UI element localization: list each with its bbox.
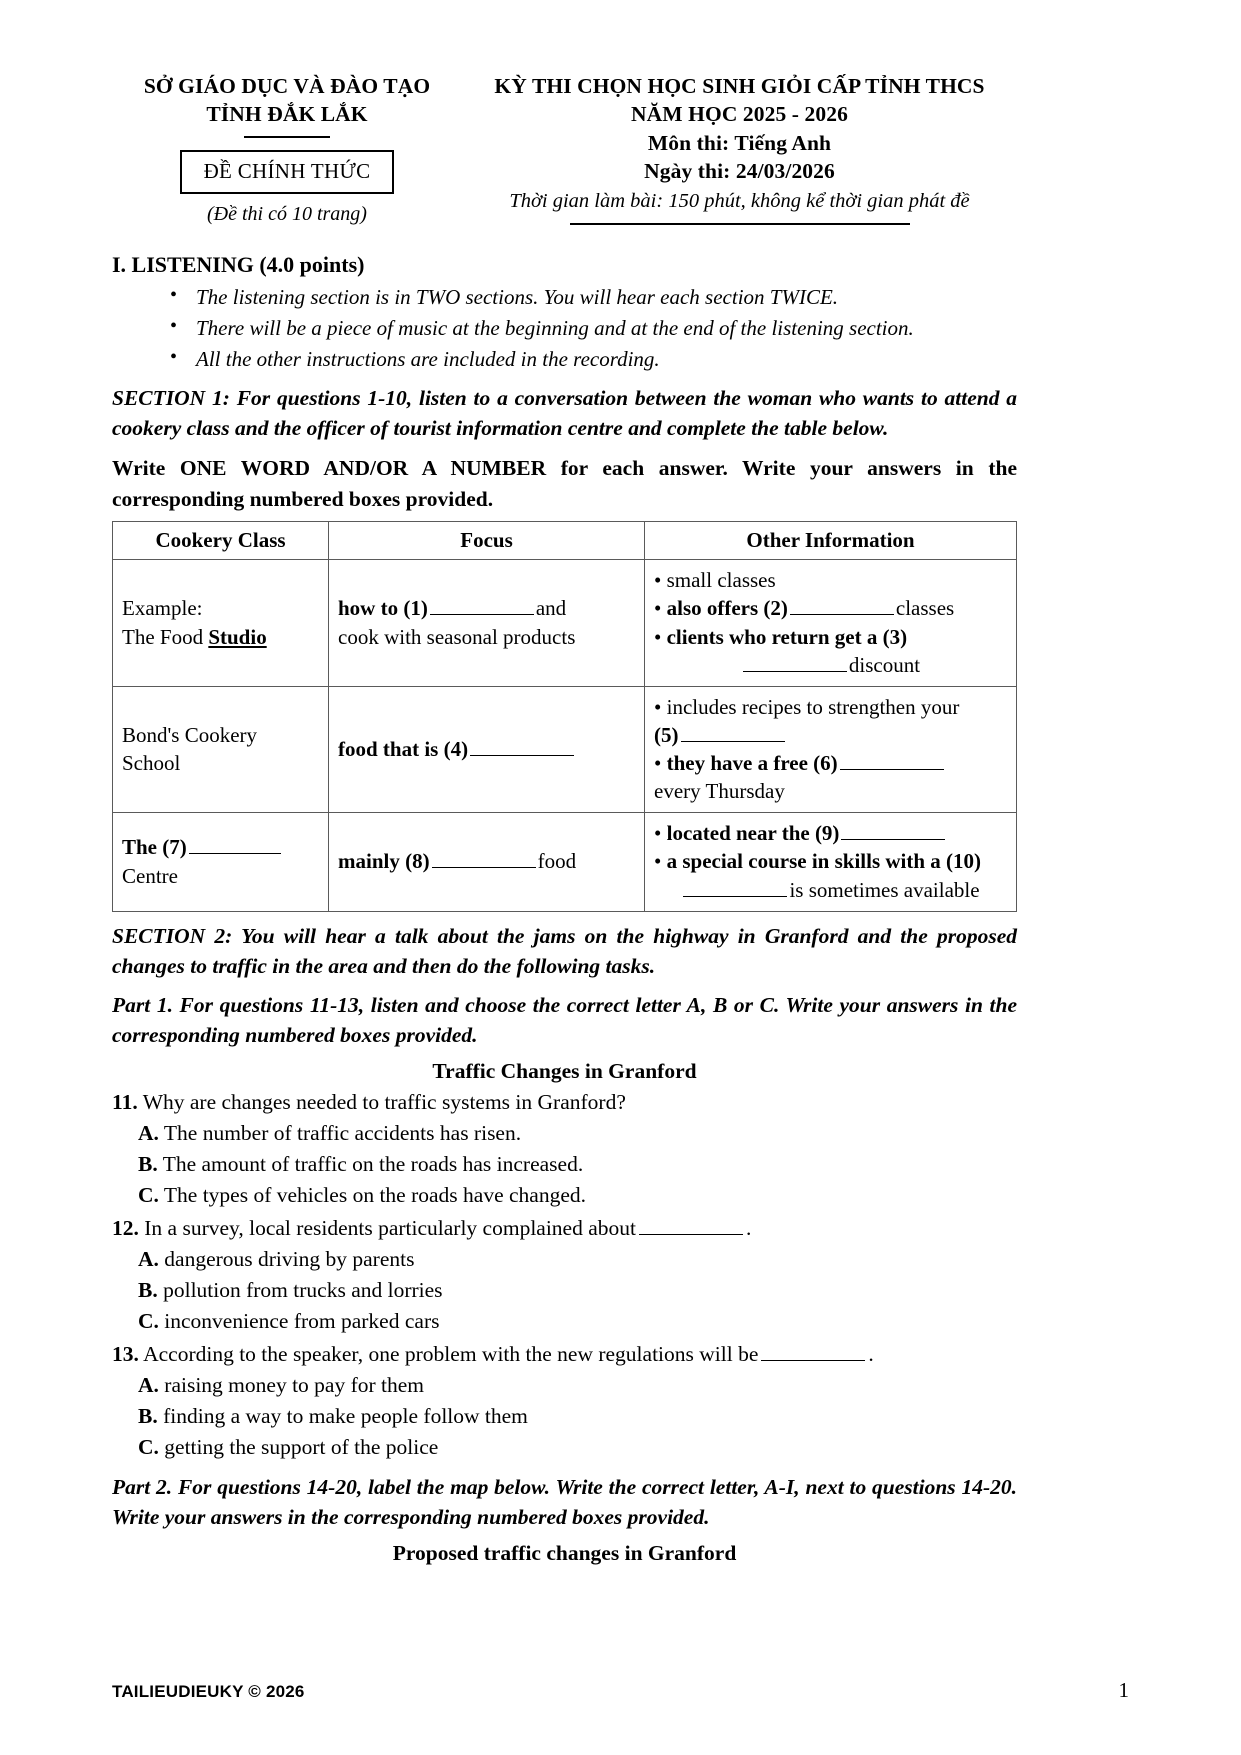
table-cell-class-name [113,560,329,687]
option-letter: B. [138,1151,158,1176]
class-name-prefix: The Food [122,624,209,649]
option-text: getting the support of the police [164,1434,439,1459]
answer-blank-1[interactable] [430,614,534,615]
option-letter: C. [138,1434,159,1459]
info-item [654,749,1007,777]
exam-title-line1: KỲ THI CHỌN HỌC SINH GIỎI CẤP TỈNH THCS [494,74,985,98]
answer-blank-7[interactable] [189,853,281,854]
table-cell-focus [329,686,645,813]
question-12 [112,1213,1017,1244]
info-gap-label: located near the (9) [666,821,840,846]
answer-blank-8[interactable] [432,867,536,868]
info-item [654,819,1007,847]
answer-blank-10[interactable] [683,896,787,897]
focus-suffix: food [537,849,577,874]
question-number: 11. [112,1090,138,1115]
official-exam-badge: ĐỀ CHÍNH THỨC [180,150,395,194]
section1-instruction: SECTION 1: For questions 1-10, listen to a conversation between the woman who wants to attend a cookery class and the officer of tourist information centre and complete the table below. [112,386,1017,441]
table-header-cookery-class: Cookery Class [113,521,329,560]
question-number: 12. [112,1215,139,1240]
department-name-line2: TỈNH ĐẮK LẮK [206,102,368,127]
option-text: finding a way to make people follow them [163,1403,528,1428]
table-cell-focus [329,813,645,911]
part1-instruction: Part 1. For questions 11-13, listen and choose the correct letter A, B or C. Write your answers in the corresponding numbered boxes provided. [112,992,1017,1047]
class-name-line2 [122,623,319,651]
table-header-row [113,521,1017,560]
focus-gap-label: food that is (4) [338,737,469,761]
info-suffix: classes [895,596,955,621]
listening-instruction-item: • There will be a piece of music at the beginning and at the end of the listening section. [170,313,1017,344]
option-letter: A. [138,1246,159,1271]
section2-instruction: SECTION 2: You will hear a talk about the jams on the highway in Granford and the proposed changes to traffic in the area and then do the following tasks. [112,923,1017,978]
question-11-option-c[interactable] [112,1180,1017,1211]
question-12-option-c[interactable] [112,1306,1017,1337]
listening-instruction-item: • All the other instructions are included in the recording. [170,344,1017,375]
option-letter: B. [138,1403,158,1428]
info-gap-label: also offers (2) [666,596,788,621]
table-row [113,560,1017,687]
table-header-focus: Focus [329,521,645,560]
table-header-other-information: Other Information [645,521,1017,560]
option-letter: C. [138,1308,159,1333]
class-name-line2: Centre [122,863,178,888]
question-13-option-c[interactable] [112,1432,1017,1463]
info-suffix: discount [848,652,921,677]
class-gap-label: The (7) [122,835,187,860]
part1-title: Traffic Changes in Granford [432,1059,697,1084]
page-count-note: (Đề thi có 10 trang) [207,203,367,226]
class-name-line1: Bond's Cookery [122,722,258,747]
question-text: Why are changes needed to traffic systems in Granford? [142,1090,626,1115]
header-divider-rule [244,136,330,139]
answer-blank-4[interactable] [470,755,574,756]
question-13 [112,1339,1017,1370]
header-right-block [462,70,1017,225]
info-item-continuation [654,876,1007,904]
info-item [654,623,1007,651]
table-cell-other-info [645,686,1017,813]
answer-blank-9[interactable] [841,839,945,840]
table-cell-class-name [113,686,329,813]
table-cell-other-info [645,813,1017,911]
info-item-continuation [654,651,1007,679]
question-11-option-b[interactable] [112,1149,1017,1180]
answer-blank-3[interactable] [743,671,847,672]
question-12-option-b[interactable] [112,1275,1017,1306]
exam-subject: Môn thi: Tiếng Anh [647,130,832,155]
option-text: dangerous driving by parents [164,1246,415,1271]
department-name-line1: SỞ GIÁO DỤC VÀ ĐÀO TẠO [143,74,431,98]
info-gap-label: (5) [654,722,679,747]
page-footer [112,1678,1129,1703]
info-suffix: is sometimes available [789,877,980,902]
focus-gap-label: how to (1) [338,596,428,621]
option-letter: C. [138,1182,159,1207]
answer-blank-6[interactable] [840,769,944,770]
info-gap-label: they have a free (6) [666,751,838,776]
option-letter: A. [138,1372,159,1397]
listening-instructions-list [112,282,1017,374]
question-number: 13. [112,1341,139,1366]
page-content [112,70,1017,1569]
header-right-rule [570,223,910,225]
question-text: In a survey, local residents particularly complained about [144,1215,636,1240]
option-letter: B. [138,1277,158,1302]
question-tail: . [868,1341,874,1366]
part2-instruction: Part 2. For questions 14-20, label the map below. Write the correct letter, A-I, next to questions 14-20. Write your answers in the corresponding numbered boxes provided. [112,1474,1017,1529]
class-name-line2: School [122,751,181,776]
info-item: • small classes [654,566,1007,594]
info-item: • includes recipes to strengthen your [654,693,1007,721]
option-text: raising money to pay for them [164,1372,425,1397]
info-item [654,594,1007,622]
exam-duration-note: Thời gian làm bài: 150 phút, không kể thời gian phát đề [509,189,970,212]
cookery-class-table [112,521,1017,912]
focus-line2: cook with seasonal products [338,624,576,649]
write-answer-instruction: Write ONE WORD AND/OR A NUMBER for each answer. Write your answers in the corresponding numbered boxes provided. [112,456,1017,511]
question-tail: . [746,1215,752,1240]
option-text: The number of traffic accidents has risen. [163,1121,522,1146]
table-row [113,813,1017,911]
answer-blank-2[interactable] [790,614,894,615]
class-name-line1 [122,833,319,861]
question-11 [112,1087,1017,1118]
question-12-option-a[interactable] [112,1244,1017,1275]
option-text: inconvenience from parked cars [164,1308,440,1333]
info-gap-label: a special course in skills with a (10) [666,849,982,874]
question-text: According to the speaker, one problem with the new regulations will be [143,1341,759,1366]
document-header [112,70,1017,226]
answer-blank-13[interactable] [761,1360,865,1361]
focus-line1 [338,735,635,763]
answer-blank-12[interactable] [639,1234,743,1235]
footer-watermark: TAILIEUDIEUKY © 2026 [112,1682,305,1701]
info-gap-label: clients who return get a (3) [666,624,908,649]
table-cell-other-info [645,560,1017,687]
info-item [654,847,1007,875]
option-letter: A. [138,1121,159,1146]
table-cell-focus [329,560,645,687]
part2-title: Proposed traffic changes in Granford [392,1540,737,1565]
info-item-continuation: every Thursday [654,779,785,804]
focus-line1 [338,847,635,875]
class-name-example-answer: Studio [208,624,267,649]
class-name-line1: Example: [122,596,203,621]
focus-suffix: and [535,596,567,621]
listening-section-title: I. LISTENING (4.0 points) [112,252,365,278]
footer-page-number: 1 [1118,1678,1129,1702]
info-item-continuation [654,721,1007,749]
listening-instruction-item: • The listening section is in TWO sections. You will hear each section TWICE. [170,282,1017,313]
exam-title-line2: NĂM HỌC 2025 - 2026 [631,102,848,127]
option-text: The amount of traffic on the roads has increased. [162,1151,584,1176]
question-11-option-a[interactable] [112,1118,1017,1149]
focus-line1 [338,594,635,622]
table-row [113,686,1017,813]
option-text: The types of vehicles on the roads have changed. [163,1182,586,1207]
question-13-option-b[interactable] [112,1401,1017,1432]
option-text: pollution from trucks and lorries [163,1277,443,1302]
question-13-option-a[interactable] [112,1370,1017,1401]
header-left-block [112,70,462,226]
table-cell-class-name [113,813,329,911]
focus-gap-label: mainly (8) [338,849,430,874]
exam-date: Ngày thi: 24/03/2026 [644,159,835,184]
answer-blank-5[interactable] [681,741,785,742]
